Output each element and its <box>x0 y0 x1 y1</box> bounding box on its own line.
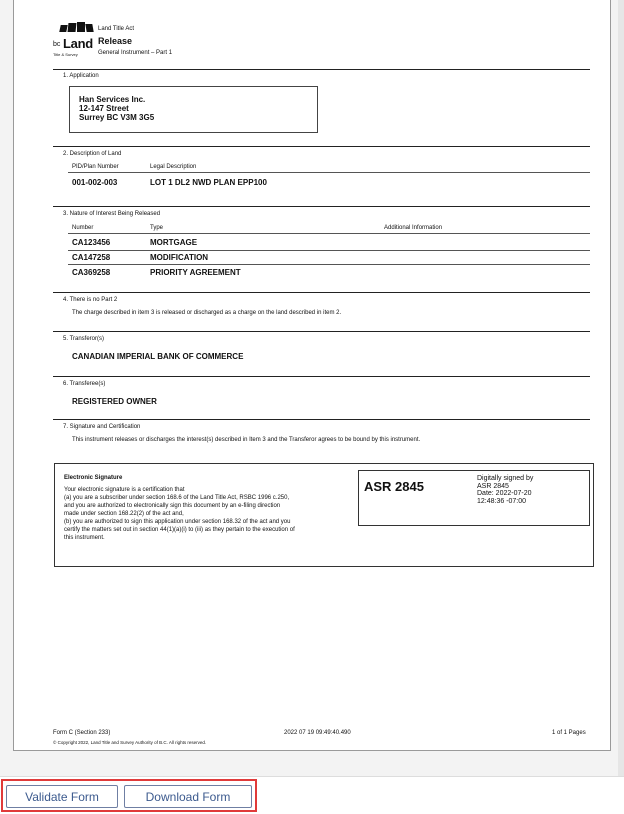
act-label: Land Title Act <box>98 26 135 32</box>
esig-line: (b) you are authorized to sign this application under section 168.32 of the act and you <box>64 519 291 525</box>
esig-statement <box>64 486 354 542</box>
asr-label: ASR 2845 <box>364 479 424 494</box>
transferor-value: CANADIAN IMPERIAL BANK OF COMMERCE <box>72 352 244 361</box>
transferee-heading: 6. Transferee(s) <box>63 381 106 387</box>
interest-number: CA369258 <box>72 268 111 277</box>
signed-line: ASR 2845 <box>477 482 509 490</box>
interest-type: MODIFICATION <box>150 253 209 262</box>
signed-line: Digitally signed by <box>477 475 534 482</box>
applicant-name: Han Services Inc. <box>79 95 146 104</box>
transferee-value: REGISTERED OWNER <box>72 397 157 406</box>
part2-heading: 4. There is no Part 2 <box>63 297 118 303</box>
signed-line: 12:48:36 -07:00 <box>477 497 527 505</box>
signed-line: Date: 2022-07-20 <box>477 490 532 497</box>
esig-line: made under section 168.22(2) of the act and, <box>64 511 184 517</box>
page-count: 1 of 1 Pages <box>552 730 586 736</box>
esig-line: and you are authorized to electronically sign this document by an e-filing direction <box>64 503 281 509</box>
logo-mark-icon <box>85 24 93 32</box>
info-column-header: Additional Information <box>384 225 443 231</box>
digital-signature-box <box>358 470 590 526</box>
form-subtitle: General Instrument – Part 1 <box>98 50 173 56</box>
table-rule <box>68 172 590 173</box>
applicant-street: 12-147 Street <box>79 104 129 113</box>
esig-title: Electronic Signature <box>64 475 123 481</box>
pid-value: 001-002-003 <box>72 178 118 187</box>
table-rule <box>68 264 590 265</box>
type-column-header: Type <box>150 225 164 231</box>
number-column-header: Number <box>72 225 94 231</box>
section-divider <box>53 292 590 293</box>
legal-description-value: LOT 1 DL2 NWD PLAN EPP100 <box>150 178 267 187</box>
download-form-button[interactable]: Download Form <box>124 785 252 808</box>
form-reference: Form C (Section 233) <box>53 730 111 736</box>
esig-line: certify the matters set out in section 44(1)(a)(i) to (iii) as they pertain to the execution of <box>64 527 295 533</box>
section-divider <box>53 376 590 377</box>
section-divider <box>53 206 590 207</box>
signature-text: This instrument releases or discharges the interest(s) described in Item 3 and the Transferor agrees to be bound by this instrument. <box>72 437 421 443</box>
esig-line: (a) you are a subscriber under section 168.6 of the Land Title Act, RSBC 1996 c.250, <box>64 495 290 501</box>
table-rule <box>68 233 590 234</box>
legal-column-header: Legal Description <box>150 164 197 170</box>
validate-form-button[interactable]: Validate Form <box>6 785 118 808</box>
logo-mark-icon <box>68 23 77 32</box>
viewer-scrollbar[interactable] <box>618 0 624 776</box>
copyright-text: © Copyright 2022, Land Title and Survey Authority of B.C. All rights reserved. <box>53 740 207 745</box>
generated-timestamp: 2022 07 19 09:49:40.490 <box>284 730 351 736</box>
transferor-heading: 5. Transferor(s) <box>63 336 105 342</box>
application-heading: 1. Application <box>63 73 99 79</box>
section-divider <box>53 419 590 420</box>
esig-line: this instrument. <box>64 535 105 541</box>
digital-signed-text <box>477 475 533 505</box>
form-title: Release <box>98 36 133 46</box>
table-rule <box>68 250 590 251</box>
logo-land-text: Land <box>63 36 93 51</box>
section-divider <box>53 146 590 147</box>
section-divider <box>53 331 590 332</box>
interest-type: PRIORITY AGREEMENT <box>150 268 241 277</box>
pid-column-header: PID/Plan Number <box>72 164 119 170</box>
section-divider <box>53 69 590 70</box>
applicant-box <box>69 86 318 133</box>
logo-mark-icon <box>77 22 85 32</box>
land-heading: 2. Description of Land <box>63 151 122 157</box>
part2-text: The charge described in item 3 is released or discharged as a charge on the land described in item 2. <box>72 310 342 316</box>
signature-heading: 7. Signature and Certification <box>63 424 141 430</box>
interest-number: CA147258 <box>72 253 111 262</box>
applicant-city: Surrey BC V3M 3G5 <box>79 113 155 122</box>
interest-heading: 3. Nature of Interest Being Released <box>63 211 161 217</box>
esig-line: Your electronic signature is a certification that <box>64 487 185 493</box>
logo-subtitle: Title & Survey <box>53 52 78 57</box>
interest-type: MORTGAGE <box>150 238 198 247</box>
logo-mark-icon <box>59 25 67 32</box>
interest-number: CA123456 <box>72 238 111 247</box>
logo-bc-text: bc <box>53 41 61 48</box>
